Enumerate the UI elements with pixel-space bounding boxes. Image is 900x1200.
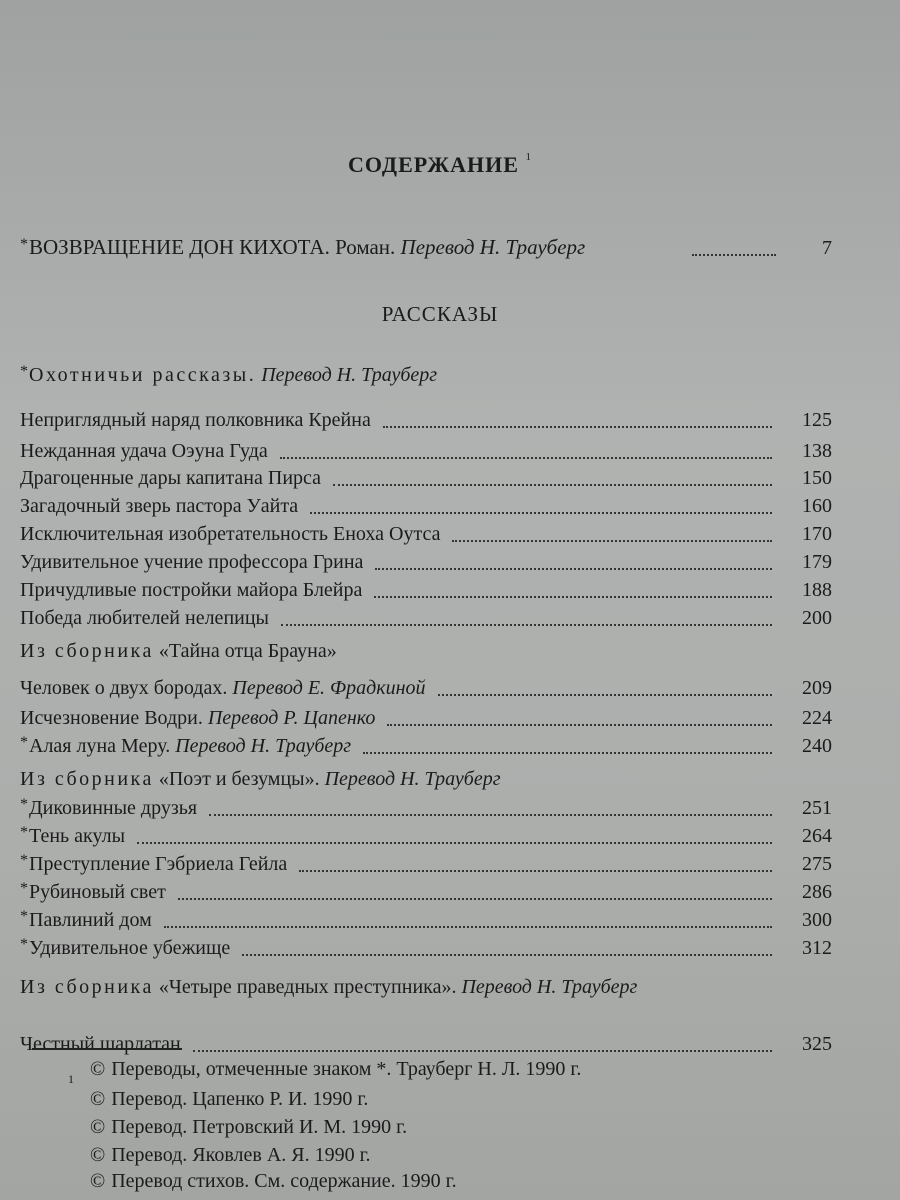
section-title: РАССКАЗЫ	[381, 302, 499, 326]
group-heading-four	[20, 976, 637, 999]
footnote-text: Перевод. Петровский И. М. 1990 г.	[111, 1116, 408, 1138]
footnote-line	[90, 1088, 368, 1111]
group-title: Охотничьи рассказы.	[29, 364, 257, 386]
group-translator: Перевод Н. Трауберг	[324, 768, 501, 790]
page-number: 179	[802, 551, 832, 573]
novel-translator: Перевод Н. Трауберг	[400, 235, 586, 259]
page-number: 170	[802, 523, 832, 545]
dot-leader	[438, 694, 772, 696]
group-heading-poet	[20, 768, 501, 791]
toc-entry	[20, 906, 832, 932]
novel-genre: Роман.	[335, 235, 396, 259]
footnote-line	[90, 1170, 457, 1193]
group-title: «Тайна отца Брауна»	[158, 640, 337, 662]
dot-leader	[280, 457, 772, 459]
asterisk-mark: *	[20, 936, 28, 953]
page-number: 312	[802, 937, 832, 959]
entry-title: Преступление Гэбриела Гейла	[29, 853, 288, 875]
asterisk-mark: *	[20, 852, 28, 869]
copyright-symbol: ©	[90, 1144, 106, 1166]
entry-title: Загадочный зверь пастора Уайта	[20, 495, 299, 517]
group-translator: Перевод Н. Трауберг	[261, 364, 438, 386]
footnote-text: Перевод стихов. См. содержание. 1990 г.	[111, 1170, 457, 1192]
group-heading-brown	[20, 640, 337, 663]
footnote-text: Перевод. Цапенко Р. И. 1990 г.	[111, 1088, 369, 1110]
page-number: 125	[802, 409, 832, 431]
copyright-symbol: ©	[90, 1058, 106, 1080]
toc-entry	[20, 437, 832, 463]
footnote-line	[90, 1116, 407, 1139]
entry-translator: Перевод Е. Фрадкиной	[232, 677, 426, 699]
page-number: 200	[802, 607, 832, 629]
toc-entry	[20, 732, 832, 758]
toc-entry-novel	[20, 234, 832, 260]
footnote-text: Перевод. Яковлев А. Я. 1990 г.	[111, 1144, 371, 1166]
toc-entry	[20, 850, 832, 876]
toc-entry	[20, 704, 832, 730]
entry-title: Тень акулы	[29, 825, 126, 847]
entry-title: Удивительное учение профессора Грина	[20, 551, 364, 573]
entry-title: Человек о двух бородах.	[20, 677, 228, 699]
page-number: 150	[802, 467, 832, 489]
page-number: 325	[802, 1033, 832, 1055]
asterisk-mark: *	[20, 236, 28, 253]
entry-title: Неприглядный наряд полковника Крейна	[20, 409, 371, 431]
toc-entry	[20, 576, 832, 602]
dot-leader	[374, 596, 772, 598]
entry-title: Диковинные друзья	[29, 797, 198, 819]
entry-title: Удивительное убежище	[29, 937, 231, 959]
page-number: 286	[802, 881, 832, 903]
group-title: «Четыре праведных преступника».	[158, 976, 457, 998]
dot-leader	[164, 926, 772, 928]
dot-leader	[363, 752, 772, 754]
toc-entry	[20, 520, 832, 546]
entry-title: Алая луна Меру.	[29, 735, 171, 757]
toc-entry	[20, 934, 832, 960]
copyright-symbol: ©	[90, 1170, 106, 1192]
footnote-mark: 1	[68, 1072, 74, 1086]
dot-leader	[452, 540, 772, 542]
dot-leader	[387, 724, 772, 726]
toc-entry	[20, 1030, 832, 1056]
entry-title: Причудливые постройки майора Блейра	[20, 579, 363, 601]
page-number: 275	[802, 853, 832, 875]
toc-entry	[20, 548, 832, 574]
asterisk-mark: *	[20, 363, 28, 380]
toc-entry	[20, 674, 832, 700]
dot-leader	[692, 254, 776, 256]
title-footnote-mark: 1	[525, 150, 532, 163]
page-number: 264	[802, 825, 832, 847]
dot-leader	[281, 624, 772, 626]
toc-entry	[20, 492, 832, 518]
page-number: 160	[802, 495, 832, 517]
page-number: 188	[802, 579, 832, 601]
entry-translator: Перевод Н. Трауберг	[175, 735, 352, 757]
entry-translator: Перевод Р. Цапенко	[207, 707, 376, 729]
page-number: 209	[802, 677, 832, 699]
dot-leader	[375, 568, 772, 570]
page-number: 7	[822, 237, 832, 259]
page-number: 240	[802, 735, 832, 757]
dot-leader	[209, 814, 772, 816]
group-title-prefix: Из сборника	[20, 768, 154, 790]
copyright-symbol: ©	[90, 1116, 106, 1138]
entry-title: Исключительная изобретательность Еноха Оутса	[20, 523, 441, 545]
toc-entry	[20, 406, 832, 432]
dot-leader	[333, 484, 772, 486]
group-title-prefix: Из сборника	[20, 640, 154, 662]
group-translator: Перевод Н. Трауберг	[461, 976, 638, 998]
page-number: 138	[802, 440, 832, 462]
dot-leader	[310, 512, 772, 514]
dot-leader	[137, 842, 772, 844]
page-number: 300	[802, 909, 832, 931]
entry-title: Победа любителей нелепицы	[20, 607, 269, 629]
footnote-line	[90, 1144, 371, 1167]
copyright-symbol: ©	[90, 1088, 106, 1110]
toc-entry	[20, 822, 832, 848]
page-title: СОДЕРЖАНИЕ $^1$	[348, 150, 532, 177]
toc-entry	[20, 604, 832, 630]
dot-leader	[383, 426, 772, 428]
footnote-text: Переводы, отмеченные знаком *. Трауберг Н. Л. 1990 г.	[111, 1058, 582, 1080]
dot-leader	[299, 870, 772, 872]
toc-entry	[20, 794, 832, 820]
dot-leader	[242, 954, 772, 956]
asterisk-mark: *	[20, 734, 28, 751]
entry-title: Драгоценные дары капитана Пирса	[20, 467, 322, 489]
asterisk-mark: *	[20, 824, 28, 841]
asterisk-mark: *	[20, 908, 28, 925]
toc-entry	[20, 878, 832, 904]
entry-title: Павлиний дом	[29, 909, 152, 931]
group-title: «Поэт и безумцы».	[158, 768, 320, 790]
page-number: 251	[802, 797, 832, 819]
page-number: 224	[802, 707, 832, 729]
dot-leader	[178, 898, 772, 900]
asterisk-mark: *	[20, 796, 28, 813]
toc-entry	[20, 464, 832, 490]
entry-title: Нежданная удача Оэуна Гуда	[20, 440, 268, 462]
group-title-prefix: Из сборника	[20, 976, 154, 998]
dot-leader	[193, 1050, 772, 1052]
novel-title: ВОЗВРАЩЕНИЕ ДОН КИХОТА.	[29, 235, 330, 259]
entry-title: Честный шарлатан	[20, 1033, 181, 1055]
footnote-line	[90, 1058, 581, 1081]
footnote-rule	[32, 1048, 182, 1050]
group-heading-hunting	[20, 364, 437, 387]
entry-title: Рубиновый свет	[29, 881, 166, 903]
asterisk-mark: *	[20, 880, 28, 897]
entry-title: Исчезновение Водри.	[20, 707, 203, 729]
